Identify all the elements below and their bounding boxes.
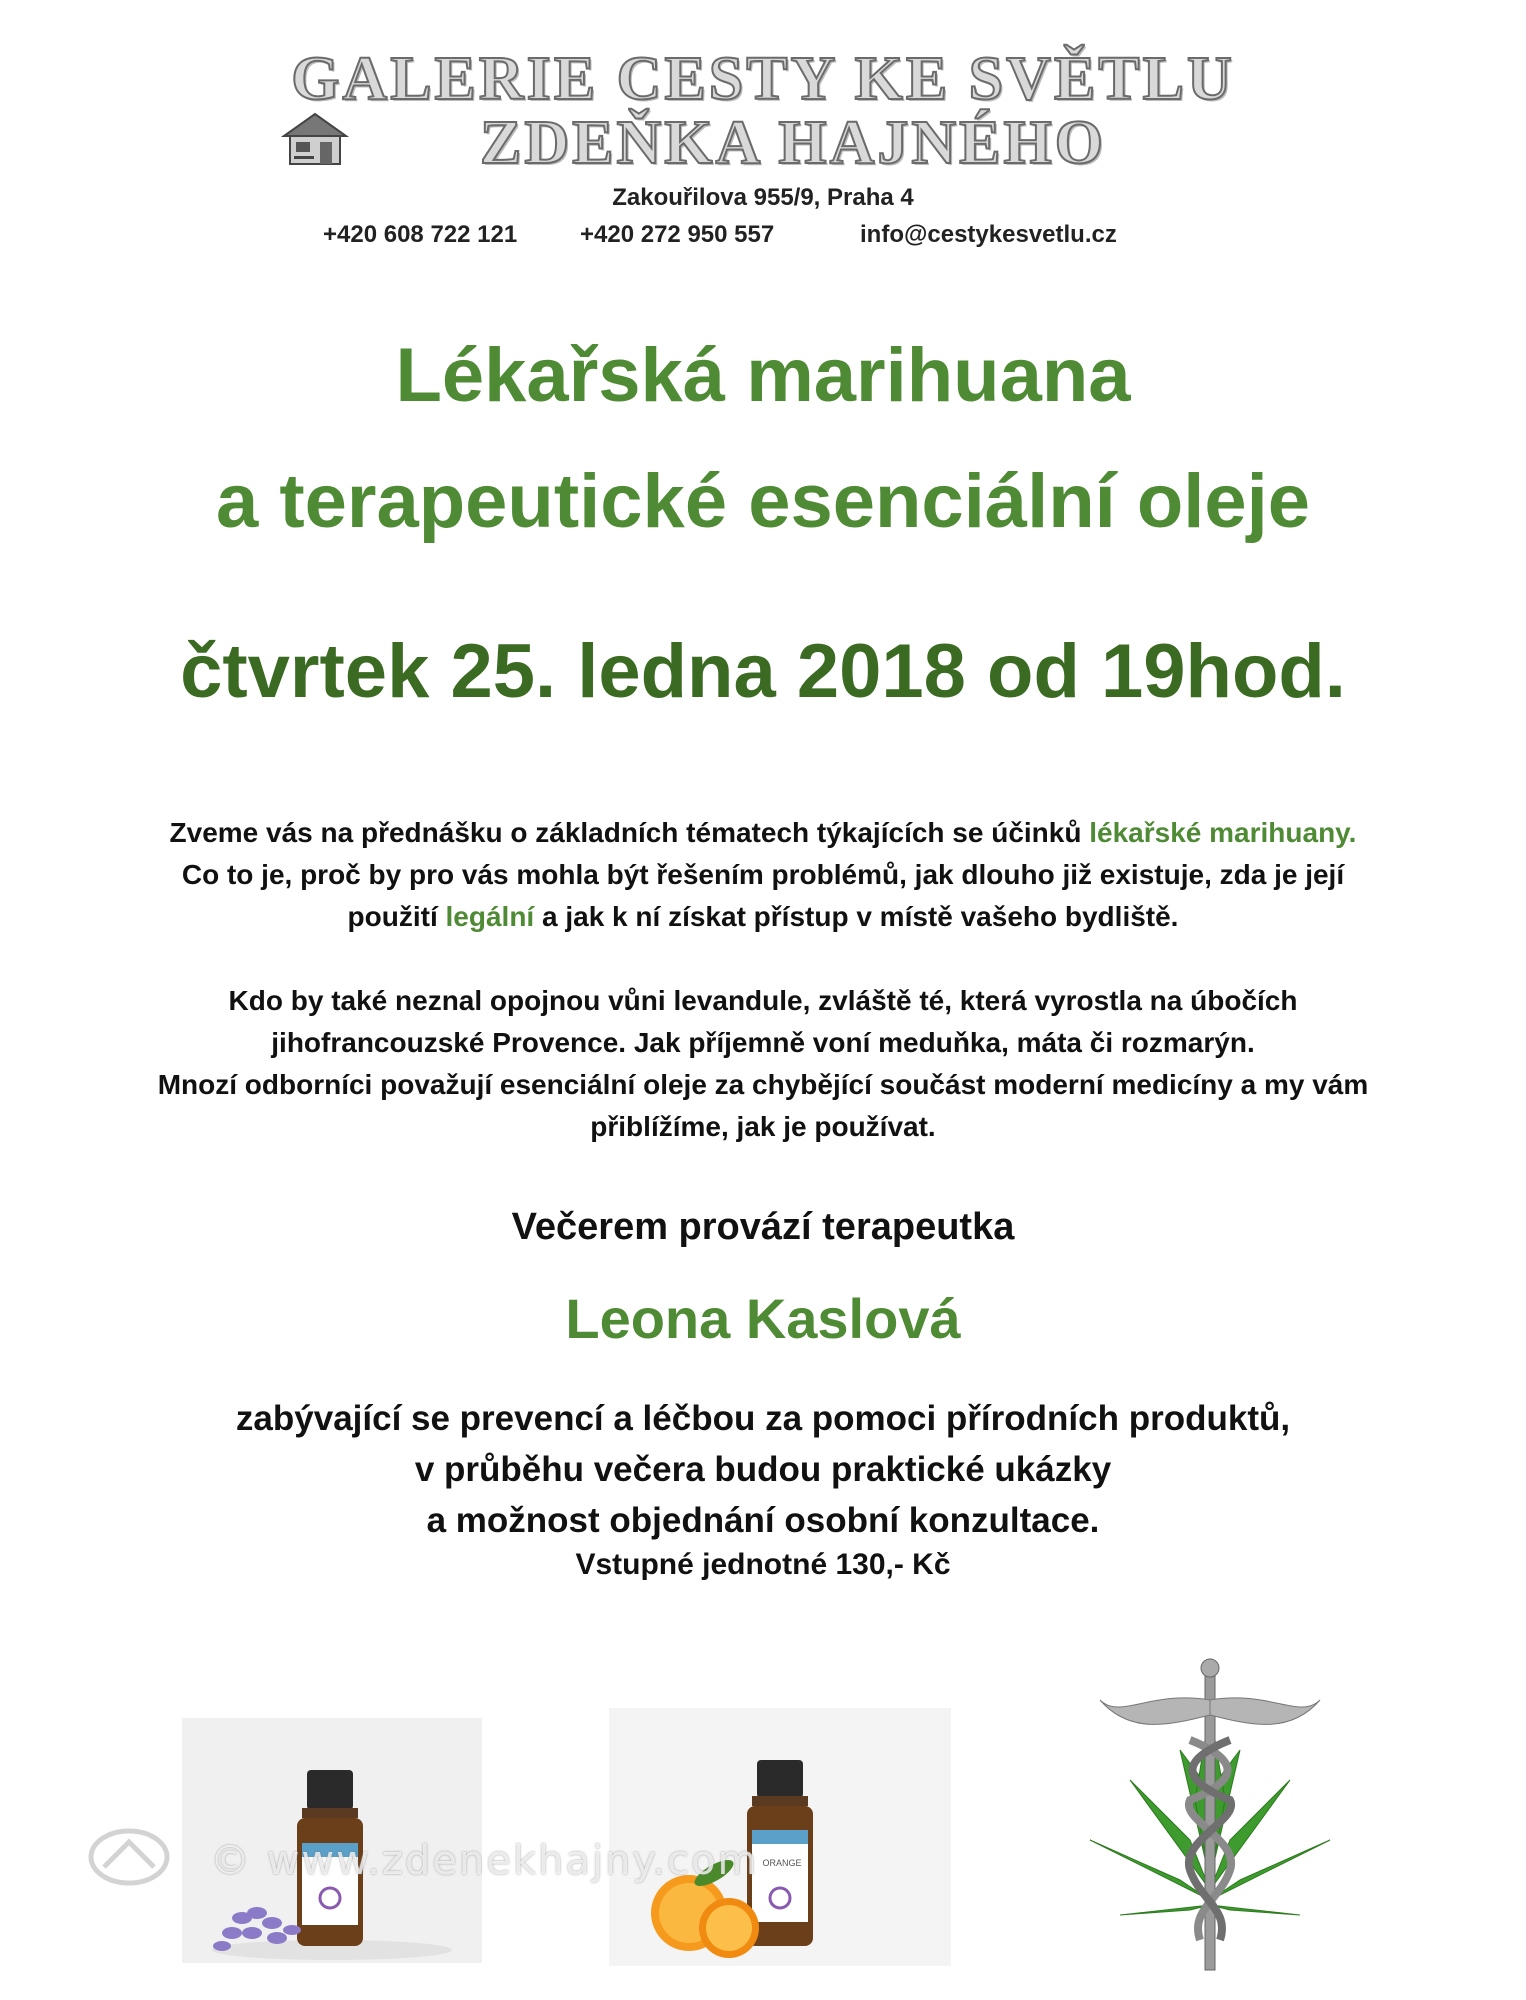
intro-line-3 (0, 896, 1526, 938)
desc-line-1: zabývající se prevencí a léčbou za pomoci přírodních produktů, (235, 1399, 1291, 1438)
intro-line-1 (0, 812, 1526, 854)
intro-paragraph (0, 812, 1526, 938)
oils-line-4: přiblížíme, jak je používat. (590, 1111, 936, 1142)
highlight-legal: legální (445, 901, 535, 932)
caduceus-icon (1060, 1640, 1360, 1980)
orange-bottle-icon (609, 1708, 951, 1966)
highlight-medical-marijuana: lékařské marihuany. (1089, 817, 1357, 848)
title-line-1: Lékařská marihuana (395, 333, 1131, 418)
oils-paragraph (0, 980, 1526, 1148)
phone-2: +420 272 950 557 (580, 221, 775, 248)
oils-line-1: Kdo by také neznal opojnou vůni levandule, zvláště té, která vyrostla na úbočích (228, 985, 1298, 1016)
host-description (0, 1393, 1526, 1546)
oils-line-3: Mnozí odborníci považují esenciální oleje za chybějící součást moderní medicíny a my vám (157, 1069, 1369, 1100)
watermark-text: © www.zdenekhajny.com (210, 1838, 759, 1884)
logo-line-1: GALERIE CESTY KE SVĚTLU (291, 45, 1235, 113)
gallery-address: Zakouřilova 955/9, Praha 4 (612, 184, 914, 211)
title-line-2: a terapeutické esenciální oleje (215, 459, 1311, 544)
oils-line-2: jihofrancouzské Provence. Jak příjemně voní meduňka, máta či rozmarýn. (271, 1027, 1255, 1058)
phone-1: +420 608 722 121 (323, 221, 518, 248)
email-address: info@cestykesvetlu.cz (860, 221, 1117, 248)
bottle-label: ORANGE (762, 1858, 802, 1868)
entry-fee: Vstupné jednotné 130,- Kč (575, 1548, 951, 1581)
intro-line-3-a: použití (347, 901, 446, 932)
intro-line-1-text: Zveme vás na přednášku o základních tématech týkajících se účinků (169, 817, 1090, 848)
desc-line-3: a možnost objednání osobní konzultace. (426, 1501, 1100, 1540)
event-date: čtvrtek 25. ledna 2018 od 19hod. (180, 629, 1346, 714)
orange-oil-photo (609, 1708, 951, 1966)
host-name: Leona Kaslová (565, 1287, 961, 1350)
intro-line-2: Co to je, proč by pro vás mohla být řešením problémů, jak dlouho již existuje, zda je její (181, 859, 1345, 890)
intro-line-3-c: a jak k ní získat přístup v místě vašeho bydliště. (534, 901, 1179, 932)
desc-line-2: v průběhu večera budou praktické ukázky (414, 1450, 1112, 1489)
caduceus-cannabis-image (1060, 1640, 1360, 1980)
watermark-logo-icon (84, 1822, 174, 1892)
logo-line-2: ZDEŇKA HAJNÉHO (480, 109, 1106, 177)
host-intro: Večerem provází terapeutka (511, 1206, 1015, 1248)
